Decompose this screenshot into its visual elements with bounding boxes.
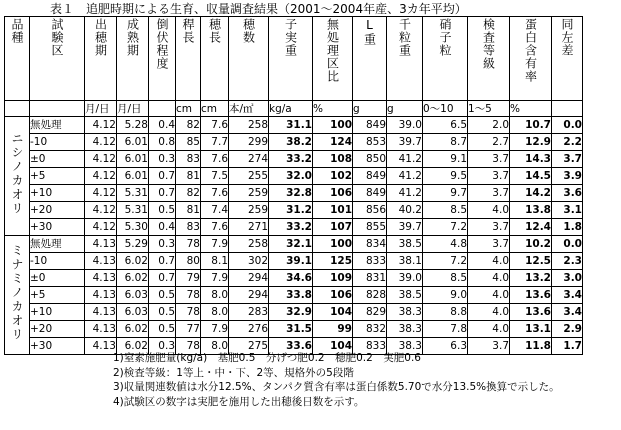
table-row xyxy=(5,202,583,219)
col-1000-grain: 千粒重 xyxy=(387,17,423,101)
table-row xyxy=(5,151,583,168)
value-cell: 10.2 xyxy=(510,236,552,253)
value-cell: 80 xyxy=(176,253,201,270)
value-cell: 100 xyxy=(313,117,353,134)
value-cell: 33.6 xyxy=(269,338,313,355)
value-cell: 109 xyxy=(313,270,353,287)
value-cell: 0.4 xyxy=(149,117,176,134)
plot-cell: 無処理 xyxy=(30,236,85,253)
plot-cell: +20 xyxy=(30,321,85,338)
value-cell: 4.8 xyxy=(423,236,468,253)
value-cell: 77 xyxy=(176,321,201,338)
col-ear-number: 穂数 xyxy=(229,17,269,101)
unit-heading-date: 月/日 xyxy=(85,101,117,117)
unit-plot xyxy=(30,101,85,117)
col-protein: 蛋白含有率 xyxy=(510,17,552,101)
variety-label: ミナミノカオリ xyxy=(10,244,24,342)
footnote: 2)検査等級：1等上・中・下、2等、規格外の5段階 xyxy=(113,366,354,379)
value-cell: 78 xyxy=(176,236,201,253)
plot-cell: ±0 xyxy=(30,270,85,287)
plot-cell: +20 xyxy=(30,202,85,219)
value-cell: 294 xyxy=(229,270,269,287)
value-cell: 41.2 xyxy=(387,168,423,185)
variety-label: ニシノカオリ xyxy=(10,132,24,216)
value-cell: 4.13 xyxy=(85,338,117,355)
value-cell: 259 xyxy=(229,185,269,202)
value-cell: 13.8 xyxy=(510,202,552,219)
value-cell: 78 xyxy=(176,338,201,355)
plot-cell: +30 xyxy=(30,338,85,355)
value-cell: 856 xyxy=(353,202,387,219)
value-cell: 13.1 xyxy=(510,321,552,338)
value-cell: 2.9 xyxy=(552,321,583,338)
value-cell: 31.5 xyxy=(269,321,313,338)
unit-culm-length: cm xyxy=(176,101,201,117)
value-cell: 41.2 xyxy=(387,185,423,202)
value-cell: 6.01 xyxy=(117,134,149,151)
value-cell: 853 xyxy=(353,134,387,151)
table-row xyxy=(5,219,583,236)
value-cell: 4.13 xyxy=(85,321,117,338)
footnotes xyxy=(113,351,560,409)
value-cell: 7.8 xyxy=(423,321,468,338)
value-cell: 13.6 xyxy=(510,287,552,304)
value-cell: 104 xyxy=(313,338,353,355)
value-cell: 5.31 xyxy=(117,185,149,202)
value-cell: 4.13 xyxy=(85,270,117,287)
value-cell: 299 xyxy=(229,134,269,151)
col-ratio: 無処理区比 xyxy=(313,17,353,101)
value-cell: 7.7 xyxy=(201,134,229,151)
unit-lodging xyxy=(149,101,176,117)
value-cell: 9.7 xyxy=(423,185,468,202)
value-cell: 4.13 xyxy=(85,304,117,321)
value-cell: 12.4 xyxy=(510,219,552,236)
value-cell: 7.6 xyxy=(201,185,229,202)
value-cell: 7.9 xyxy=(201,321,229,338)
plot-cell: -10 xyxy=(30,134,85,151)
col-vitreous: 硝子粒 xyxy=(423,17,468,101)
value-cell: 5.28 xyxy=(117,117,149,134)
value-cell: 41.2 xyxy=(387,151,423,168)
value-cell: 6.03 xyxy=(117,304,149,321)
plot-cell: ±0 xyxy=(30,151,85,168)
value-cell: 7.6 xyxy=(201,219,229,236)
value-cell: 4.12 xyxy=(85,151,117,168)
value-cell: 0.0 xyxy=(552,236,583,253)
value-cell: 7.9 xyxy=(201,270,229,287)
value-cell: 1.8 xyxy=(552,219,583,236)
value-cell: 5.31 xyxy=(117,202,149,219)
value-cell: 7.9 xyxy=(201,236,229,253)
value-cell: 32.9 xyxy=(269,304,313,321)
value-cell: 2.7 xyxy=(468,134,510,151)
footnote: 1)窒素施肥量(kg/a) 基肥0.5 分げつ肥0.2 穂肥0.2 実肥0.6 xyxy=(113,352,421,364)
value-cell: 8.0 xyxy=(201,304,229,321)
value-cell: 3.7 xyxy=(468,236,510,253)
value-cell: 6.03 xyxy=(117,287,149,304)
plot-cell: -10 xyxy=(30,253,85,270)
col-maturity-date: 成熟期 xyxy=(117,17,149,101)
value-cell: 38.1 xyxy=(387,253,423,270)
value-cell: 4.12 xyxy=(85,219,117,236)
value-cell: 6.02 xyxy=(117,253,149,270)
value-cell: 8.0 xyxy=(201,287,229,304)
value-cell: 100 xyxy=(313,236,353,253)
value-cell: 8.5 xyxy=(423,202,468,219)
footnote: 3)収量関連数値は水分12.5%、タンパク質含有率は蛋白係数5.70で水分13.5%換算で示した。 xyxy=(113,381,560,393)
value-cell: 82 xyxy=(176,117,201,134)
table-row xyxy=(5,117,583,134)
col-culm-length: 稈長 xyxy=(176,17,201,101)
value-cell: 258 xyxy=(229,236,269,253)
plot-cell: +5 xyxy=(30,287,85,304)
value-cell: 33.2 xyxy=(269,151,313,168)
value-cell: 833 xyxy=(353,338,387,355)
value-cell: 38.5 xyxy=(387,287,423,304)
value-cell: 2.0 xyxy=(468,117,510,134)
value-cell: 33.2 xyxy=(269,219,313,236)
value-cell: 5.29 xyxy=(117,236,149,253)
value-cell: 38.5 xyxy=(387,236,423,253)
value-cell: 39.1 xyxy=(269,253,313,270)
value-cell: 81 xyxy=(176,168,201,185)
value-cell: 78 xyxy=(176,304,201,321)
table-title: 表１ 追肥時期による生育、収量調査結果（2001～2004年産、3カ年平均） xyxy=(50,2,467,16)
value-cell: 7.4 xyxy=(201,202,229,219)
value-cell: 7.6 xyxy=(201,151,229,168)
value-cell: 39.7 xyxy=(387,219,423,236)
value-cell: 38.3 xyxy=(387,304,423,321)
value-cell: 10.7 xyxy=(510,117,552,134)
unit-grade: 1～5 xyxy=(468,101,510,117)
value-cell: 106 xyxy=(313,185,353,202)
value-cell: 3.7 xyxy=(552,151,583,168)
value-cell: 82 xyxy=(176,185,201,202)
value-cell: 14.2 xyxy=(510,185,552,202)
unit-1000-grain: g xyxy=(387,101,423,117)
value-cell: 11.8 xyxy=(510,338,552,355)
unit-protein-diff xyxy=(552,101,583,117)
value-cell: 294 xyxy=(229,287,269,304)
value-cell: 3.7 xyxy=(468,219,510,236)
value-cell: 39.0 xyxy=(387,117,423,134)
value-cell: 3.7 xyxy=(468,168,510,185)
value-cell: 4.12 xyxy=(85,185,117,202)
value-cell: 828 xyxy=(353,287,387,304)
col-plot: 試験区 xyxy=(30,17,85,101)
value-cell: 6.3 xyxy=(423,338,468,355)
unit-row xyxy=(5,101,583,117)
variety-cell xyxy=(5,117,30,236)
value-cell: 3.7 xyxy=(468,185,510,202)
value-cell: 849 xyxy=(353,168,387,185)
plot-cell: +30 xyxy=(30,219,85,236)
col-ear-length: 穂長 xyxy=(201,17,229,101)
table-row xyxy=(5,270,583,287)
value-cell: 39.0 xyxy=(387,270,423,287)
value-cell: 8.1 xyxy=(201,253,229,270)
value-cell: 8.0 xyxy=(201,338,229,355)
value-cell: 12.5 xyxy=(510,253,552,270)
value-cell: 107 xyxy=(313,219,353,236)
value-cell: 829 xyxy=(353,304,387,321)
table-row xyxy=(5,134,583,151)
table-row xyxy=(5,185,583,202)
value-cell: 0.8 xyxy=(149,134,176,151)
value-cell: 106 xyxy=(313,287,353,304)
value-cell: 6.5 xyxy=(423,117,468,134)
value-cell: 99 xyxy=(313,321,353,338)
plot-cell: +10 xyxy=(30,304,85,321)
value-cell: 3.0 xyxy=(552,270,583,287)
value-cell: 849 xyxy=(353,117,387,134)
value-cell: 14.3 xyxy=(510,151,552,168)
col-grade: 検査等級 xyxy=(468,17,510,101)
value-cell: 38.3 xyxy=(387,321,423,338)
table-row xyxy=(5,321,583,338)
value-cell: 834 xyxy=(353,236,387,253)
value-cell: 32.0 xyxy=(269,168,313,185)
value-cell: 8.8 xyxy=(423,304,468,321)
value-cell: 0.3 xyxy=(149,338,176,355)
value-cell: 0.3 xyxy=(149,236,176,253)
value-cell: 7.2 xyxy=(423,219,468,236)
value-cell: 13.2 xyxy=(510,270,552,287)
value-cell: 833 xyxy=(353,253,387,270)
value-cell: 6.01 xyxy=(117,168,149,185)
value-cell: 276 xyxy=(229,321,269,338)
unit-maturity-date: 月/日 xyxy=(117,101,149,117)
col-heading-date: 出穂期 xyxy=(85,17,117,101)
value-cell: 32.8 xyxy=(269,185,313,202)
value-cell: 4.0 xyxy=(468,202,510,219)
value-cell: 831 xyxy=(353,270,387,287)
header-row xyxy=(5,17,583,101)
value-cell: 850 xyxy=(353,151,387,168)
unit-ear-length: cm xyxy=(201,101,229,117)
table-row xyxy=(5,304,583,321)
value-cell: 83 xyxy=(176,219,201,236)
unit-grain-weight: kg/a xyxy=(269,101,313,117)
unit-l-weight: g xyxy=(353,101,387,117)
unit-protein: % xyxy=(510,101,552,117)
value-cell: 3.7 xyxy=(468,338,510,355)
value-cell: 3.4 xyxy=(552,287,583,304)
value-cell: 255 xyxy=(229,168,269,185)
value-cell: 849 xyxy=(353,185,387,202)
value-cell: 4.12 xyxy=(85,168,117,185)
value-cell: 0.5 xyxy=(149,287,176,304)
value-cell: 2.2 xyxy=(552,134,583,151)
unit-ear-number: 本/㎡ xyxy=(229,101,269,117)
value-cell: 2.3 xyxy=(552,253,583,270)
unit-vitreous: 0～10 xyxy=(423,101,468,117)
value-cell: 1.7 xyxy=(552,338,583,355)
value-cell: 3.7 xyxy=(468,151,510,168)
value-cell: 7.5 xyxy=(201,168,229,185)
value-cell: 4.12 xyxy=(85,134,117,151)
value-cell: 8.7 xyxy=(423,134,468,151)
value-cell: 39.7 xyxy=(387,134,423,151)
value-cell: 0.7 xyxy=(149,185,176,202)
value-cell: 4.0 xyxy=(468,270,510,287)
value-cell: 9.1 xyxy=(423,151,468,168)
value-cell: 0.3 xyxy=(149,151,176,168)
value-cell: 85 xyxy=(176,134,201,151)
value-cell: 7.6 xyxy=(201,117,229,134)
value-cell: 3.4 xyxy=(552,304,583,321)
col-l-weight: L重 xyxy=(353,17,387,101)
value-cell: 3.6 xyxy=(552,185,583,202)
value-cell: 0.5 xyxy=(149,304,176,321)
col-variety: 品種 xyxy=(5,17,30,101)
value-cell: 0.0 xyxy=(552,117,583,134)
value-cell: 83 xyxy=(176,151,201,168)
value-cell: 6.02 xyxy=(117,338,149,355)
value-cell: 9.5 xyxy=(423,168,468,185)
value-cell: 8.5 xyxy=(423,270,468,287)
footnote: 4)試験区の数字は実肥を施用した出穂後日数を示す。 xyxy=(113,395,365,408)
plot-cell: +10 xyxy=(30,185,85,202)
unit-variety xyxy=(5,101,30,117)
value-cell: 0.4 xyxy=(149,219,176,236)
value-cell: 102 xyxy=(313,168,353,185)
value-cell: 4.13 xyxy=(85,287,117,304)
value-cell: 32.1 xyxy=(269,236,313,253)
value-cell: 6.02 xyxy=(117,270,149,287)
table-row xyxy=(5,253,583,270)
value-cell: 4.12 xyxy=(85,202,117,219)
value-cell: 4.0 xyxy=(468,287,510,304)
value-cell: 125 xyxy=(313,253,353,270)
value-cell: 6.01 xyxy=(117,151,149,168)
value-cell: 855 xyxy=(353,219,387,236)
value-cell: 4.0 xyxy=(468,304,510,321)
value-cell: 259 xyxy=(229,202,269,219)
value-cell: 124 xyxy=(313,134,353,151)
value-cell: 3.1 xyxy=(552,202,583,219)
variety-cell xyxy=(5,236,30,355)
value-cell: 0.5 xyxy=(149,321,176,338)
value-cell: 6.02 xyxy=(117,321,149,338)
plot-cell: 無処理 xyxy=(30,117,85,134)
value-cell: 0.7 xyxy=(149,168,176,185)
table-row xyxy=(5,168,583,185)
value-cell: 4.12 xyxy=(85,117,117,134)
value-cell: 81 xyxy=(176,202,201,219)
value-cell: 38.2 xyxy=(269,134,313,151)
value-cell: 302 xyxy=(229,253,269,270)
value-cell: 34.6 xyxy=(269,270,313,287)
plot-cell: +5 xyxy=(30,168,85,185)
col-lodging: 倒伏程度 xyxy=(149,17,176,101)
unit-ratio: % xyxy=(313,101,353,117)
value-cell: 33.8 xyxy=(269,287,313,304)
col-grain-weight: 子実重 xyxy=(269,17,313,101)
col-protein-diff: 同左差 xyxy=(552,17,583,101)
value-cell: 4.13 xyxy=(85,236,117,253)
value-cell: 4.0 xyxy=(468,321,510,338)
value-cell: 0.7 xyxy=(149,253,176,270)
results-table xyxy=(4,16,583,355)
value-cell: 13.6 xyxy=(510,304,552,321)
value-cell: 4.0 xyxy=(468,253,510,270)
value-cell: 7.2 xyxy=(423,253,468,270)
table-body xyxy=(5,117,583,355)
value-cell: 283 xyxy=(229,304,269,321)
value-cell: 31.1 xyxy=(269,117,313,134)
value-cell: 12.9 xyxy=(510,134,552,151)
value-cell: 38.3 xyxy=(387,338,423,355)
value-cell: 832 xyxy=(353,321,387,338)
value-cell: 101 xyxy=(313,202,353,219)
value-cell: 14.5 xyxy=(510,168,552,185)
value-cell: 258 xyxy=(229,117,269,134)
value-cell: 271 xyxy=(229,219,269,236)
value-cell: 274 xyxy=(229,151,269,168)
value-cell: 40.2 xyxy=(387,202,423,219)
value-cell: 0.5 xyxy=(149,202,176,219)
value-cell: 0.7 xyxy=(149,270,176,287)
value-cell: 31.2 xyxy=(269,202,313,219)
table-row xyxy=(5,236,583,253)
table-row xyxy=(5,287,583,304)
value-cell: 3.9 xyxy=(552,168,583,185)
value-cell: 9.0 xyxy=(423,287,468,304)
value-cell: 79 xyxy=(176,270,201,287)
value-cell: 275 xyxy=(229,338,269,355)
value-cell: 5.30 xyxy=(117,219,149,236)
value-cell: 104 xyxy=(313,304,353,321)
value-cell: 4.13 xyxy=(85,253,117,270)
value-cell: 78 xyxy=(176,287,201,304)
value-cell: 108 xyxy=(313,151,353,168)
